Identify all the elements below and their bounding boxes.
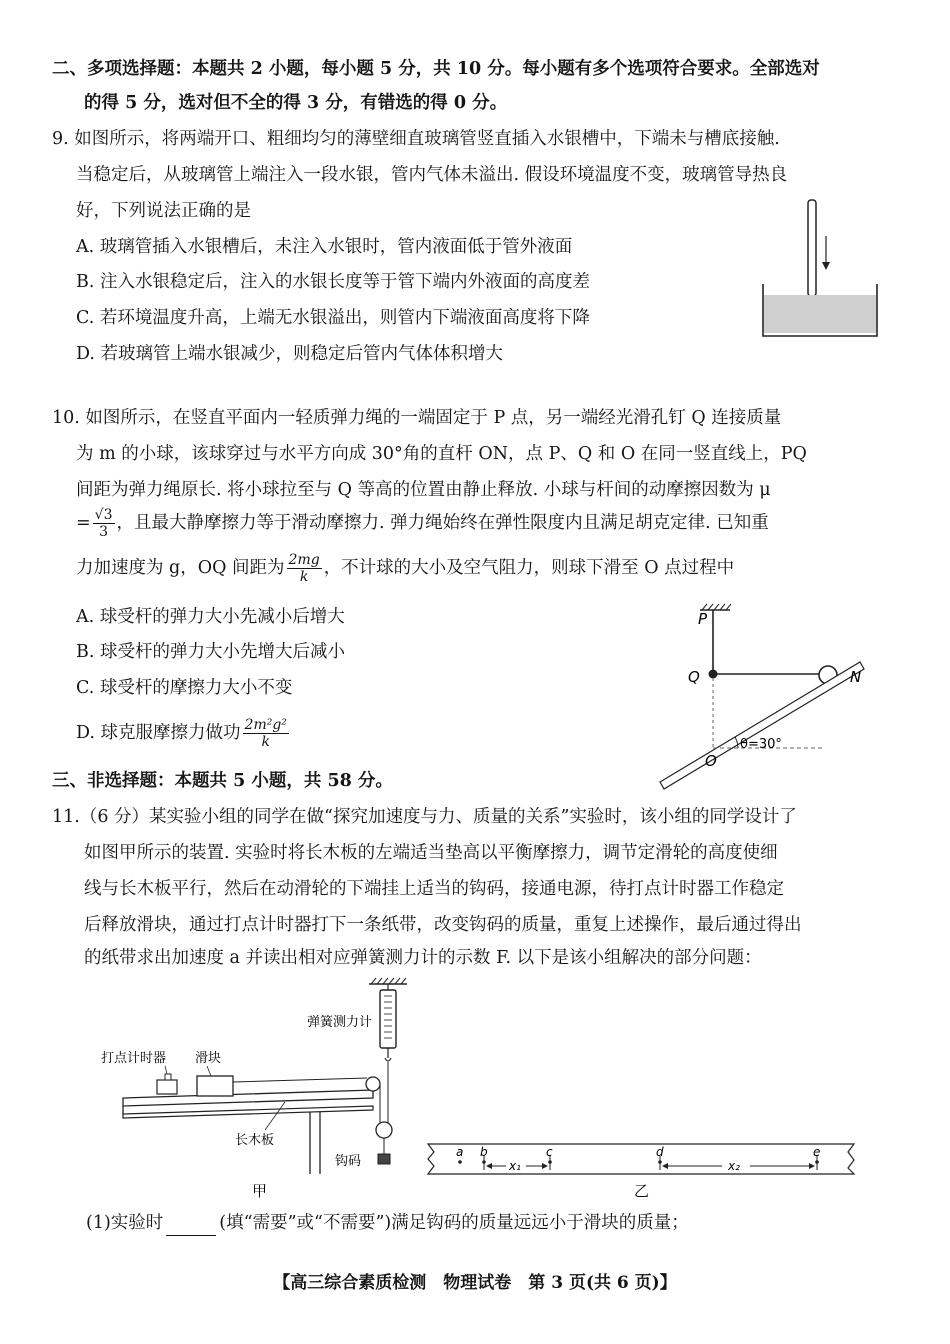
q11-tape-point-b: b — [480, 1145, 488, 1159]
q9-option-c: C. 若环境温度升高，上端无水银溢出，则管内下端液面高度将下降 — [76, 308, 590, 328]
q11-line1: 11.（6 分）某实验小组的同学在做“探究加速度与力、质量的关系”实验时，该小组的同学设计了 — [52, 807, 797, 827]
q11-label-weight: 钩码 — [335, 1154, 362, 1169]
q10-line5-prefix: 力加速度为 g，OQ 间距为 — [76, 558, 285, 578]
q10-option-d — [76, 713, 291, 753]
q9-option-b: B. 注入水银稳定后，注入的水银长度等于管下端内外液面的高度差 — [76, 272, 590, 292]
q10-line1: 10. 如图所示，在竖直平面内一轻质弹力绳的一端固定于 P 点，另一端经光滑孔钉 Q 连接质量 — [52, 408, 782, 428]
q9-option-a: A. 玻璃管插入水银槽后，未注入水银时，管内液面低于管外液面 — [76, 237, 573, 257]
q10-oq-denominator: k — [299, 569, 309, 585]
q10-label-o: O — [705, 752, 717, 770]
q10-label-n: N — [850, 668, 862, 686]
q11-line4: 后释放滑块，通过打点计时器打下一条纸带，改变钩码的质量，重复上述操作，最后通过得出 — [84, 915, 802, 935]
q11-label-timer: 打点计时器 — [101, 1051, 167, 1066]
q10-oq-numerator: 2mg — [288, 552, 320, 568]
q10-line5-rest: ，不计球的大小及空气阻力，则球下滑至 O 点过程中 — [323, 558, 735, 578]
q11-line2: 如图甲所示的装置. 实验时将长木板的左端适当垫高以平衡摩擦力，调节定滑轮的高度使细 — [84, 843, 778, 863]
q11-caption-jia: 甲 — [252, 1182, 268, 1200]
q9-line3: 好，下列说法正确的是 — [76, 201, 251, 221]
q10-option-b: B. 球受杆的弹力大小先增大后减小 — [76, 642, 345, 662]
q11-tape-point-c: c — [546, 1145, 553, 1159]
q10-mu-denominator: 3 — [99, 524, 109, 540]
q11-tape-point-e: e — [813, 1145, 821, 1159]
q10-label-q: Q — [688, 668, 700, 686]
q11-tape-point-d: d — [656, 1145, 664, 1159]
q10-option-d-prefix: D. 球克服摩擦力做功 — [76, 723, 241, 743]
q11-tape-point-a: a — [456, 1145, 464, 1159]
q11-label-board: 长木板 — [235, 1133, 275, 1148]
q10-line4 — [76, 503, 769, 543]
q11-sub1-rest: (填“需要”或“不需要”)满足钩码的质量远远小于滑块的质量； — [219, 1213, 689, 1233]
q10-angle-label: θ=30° — [740, 737, 782, 752]
q11-line5: 的纸带求出加速度 a 并读出相对应弹簧测力计的示数 F. 以下是该小组解决的部分问题： — [84, 948, 762, 968]
q9-line2: 当稳定后，从玻璃管上端注入一段水银，管内气体未溢出. 假设环境温度不变，玻璃管导热良 — [76, 165, 788, 185]
page-footer: 【高三综合素质检测 物理试卷 第 3 页(共 6 页)】 — [273, 1273, 677, 1293]
q11-apparatus-figure — [95, 974, 420, 1206]
section3-heading: 三、非选择题：本题共 5 小题，共 58 分。 — [52, 771, 393, 791]
q9-tube-figure — [755, 196, 885, 346]
q10-line3: 间距为弹力绳原长. 将小球拉至与 Q 等高的位置由静止释放. 小球与杆间的动摩擦因数为 μ — [76, 480, 771, 500]
q10-rod-figure — [650, 598, 890, 798]
q11-sub1 — [86, 1210, 689, 1236]
q10-mu-fraction — [93, 507, 115, 540]
q11-label-spring-scale: 弹簧测力计 — [307, 1015, 373, 1030]
q10-line4-rest: ，且最大静摩擦力等于滑动摩擦力. 弹力绳始终在弹性限度内且满足胡克定律. 已知重 — [116, 513, 769, 533]
q11-tape-figure — [422, 1138, 864, 1202]
q10-work-fraction — [243, 717, 289, 750]
q10-oq-fraction — [287, 552, 322, 585]
q11-caption-yi: 乙 — [634, 1182, 650, 1200]
q9-line1: 9. 如图所示，将两端开口、粗细均匀的薄壁细直玻璃管竖直插入水银槽中，下端未与槽底接触. — [52, 129, 780, 149]
q11-tape-x2: x₂ — [728, 1159, 740, 1173]
q10-line2: 为 m 的小球，该球穿过与水平方向成 30°角的直杆 ON，点 P、Q 和 O 在同一竖直线上，PQ — [76, 444, 807, 464]
q10-line5 — [76, 548, 734, 588]
section2-heading-line1: 二、多项选择题：本题共 2 小题，每小题 5 分，共 10 分。每小题有多个选项符合要求。全部选对 — [52, 59, 820, 79]
q10-label-p: P — [698, 610, 708, 628]
q10-work-denominator: k — [261, 734, 270, 750]
q10-option-c: C. 球受杆的摩擦力大小不变 — [76, 678, 293, 698]
q10-mu-equals: = — [76, 513, 91, 533]
q11-line3: 线与长木板平行，然后在动滑轮的下端挂上适当的钩码，接通电源，待打点计时器工作稳定 — [84, 879, 784, 899]
q9-option-d: D. 若玻璃管上端水银减少，则稳定后管内气体体积增大 — [76, 344, 504, 364]
q10-work-numerator: 2m²g² — [244, 717, 287, 733]
q10-option-a: A. 球受杆的弹力大小先减小后增大 — [76, 607, 345, 627]
section2-heading-line2: 的得 5 分，选对但不全的得 3 分，有错选的得 0 分。 — [84, 93, 508, 113]
q11-sub1-prefix: (1)实验时 — [86, 1213, 164, 1233]
q11-label-slider: 滑块 — [195, 1051, 222, 1066]
q11-sub1-answer-blank[interactable] — [166, 1217, 216, 1236]
q11-tape-x1: x₁ — [509, 1159, 521, 1173]
q10-mu-numerator: √3 — [94, 507, 113, 523]
